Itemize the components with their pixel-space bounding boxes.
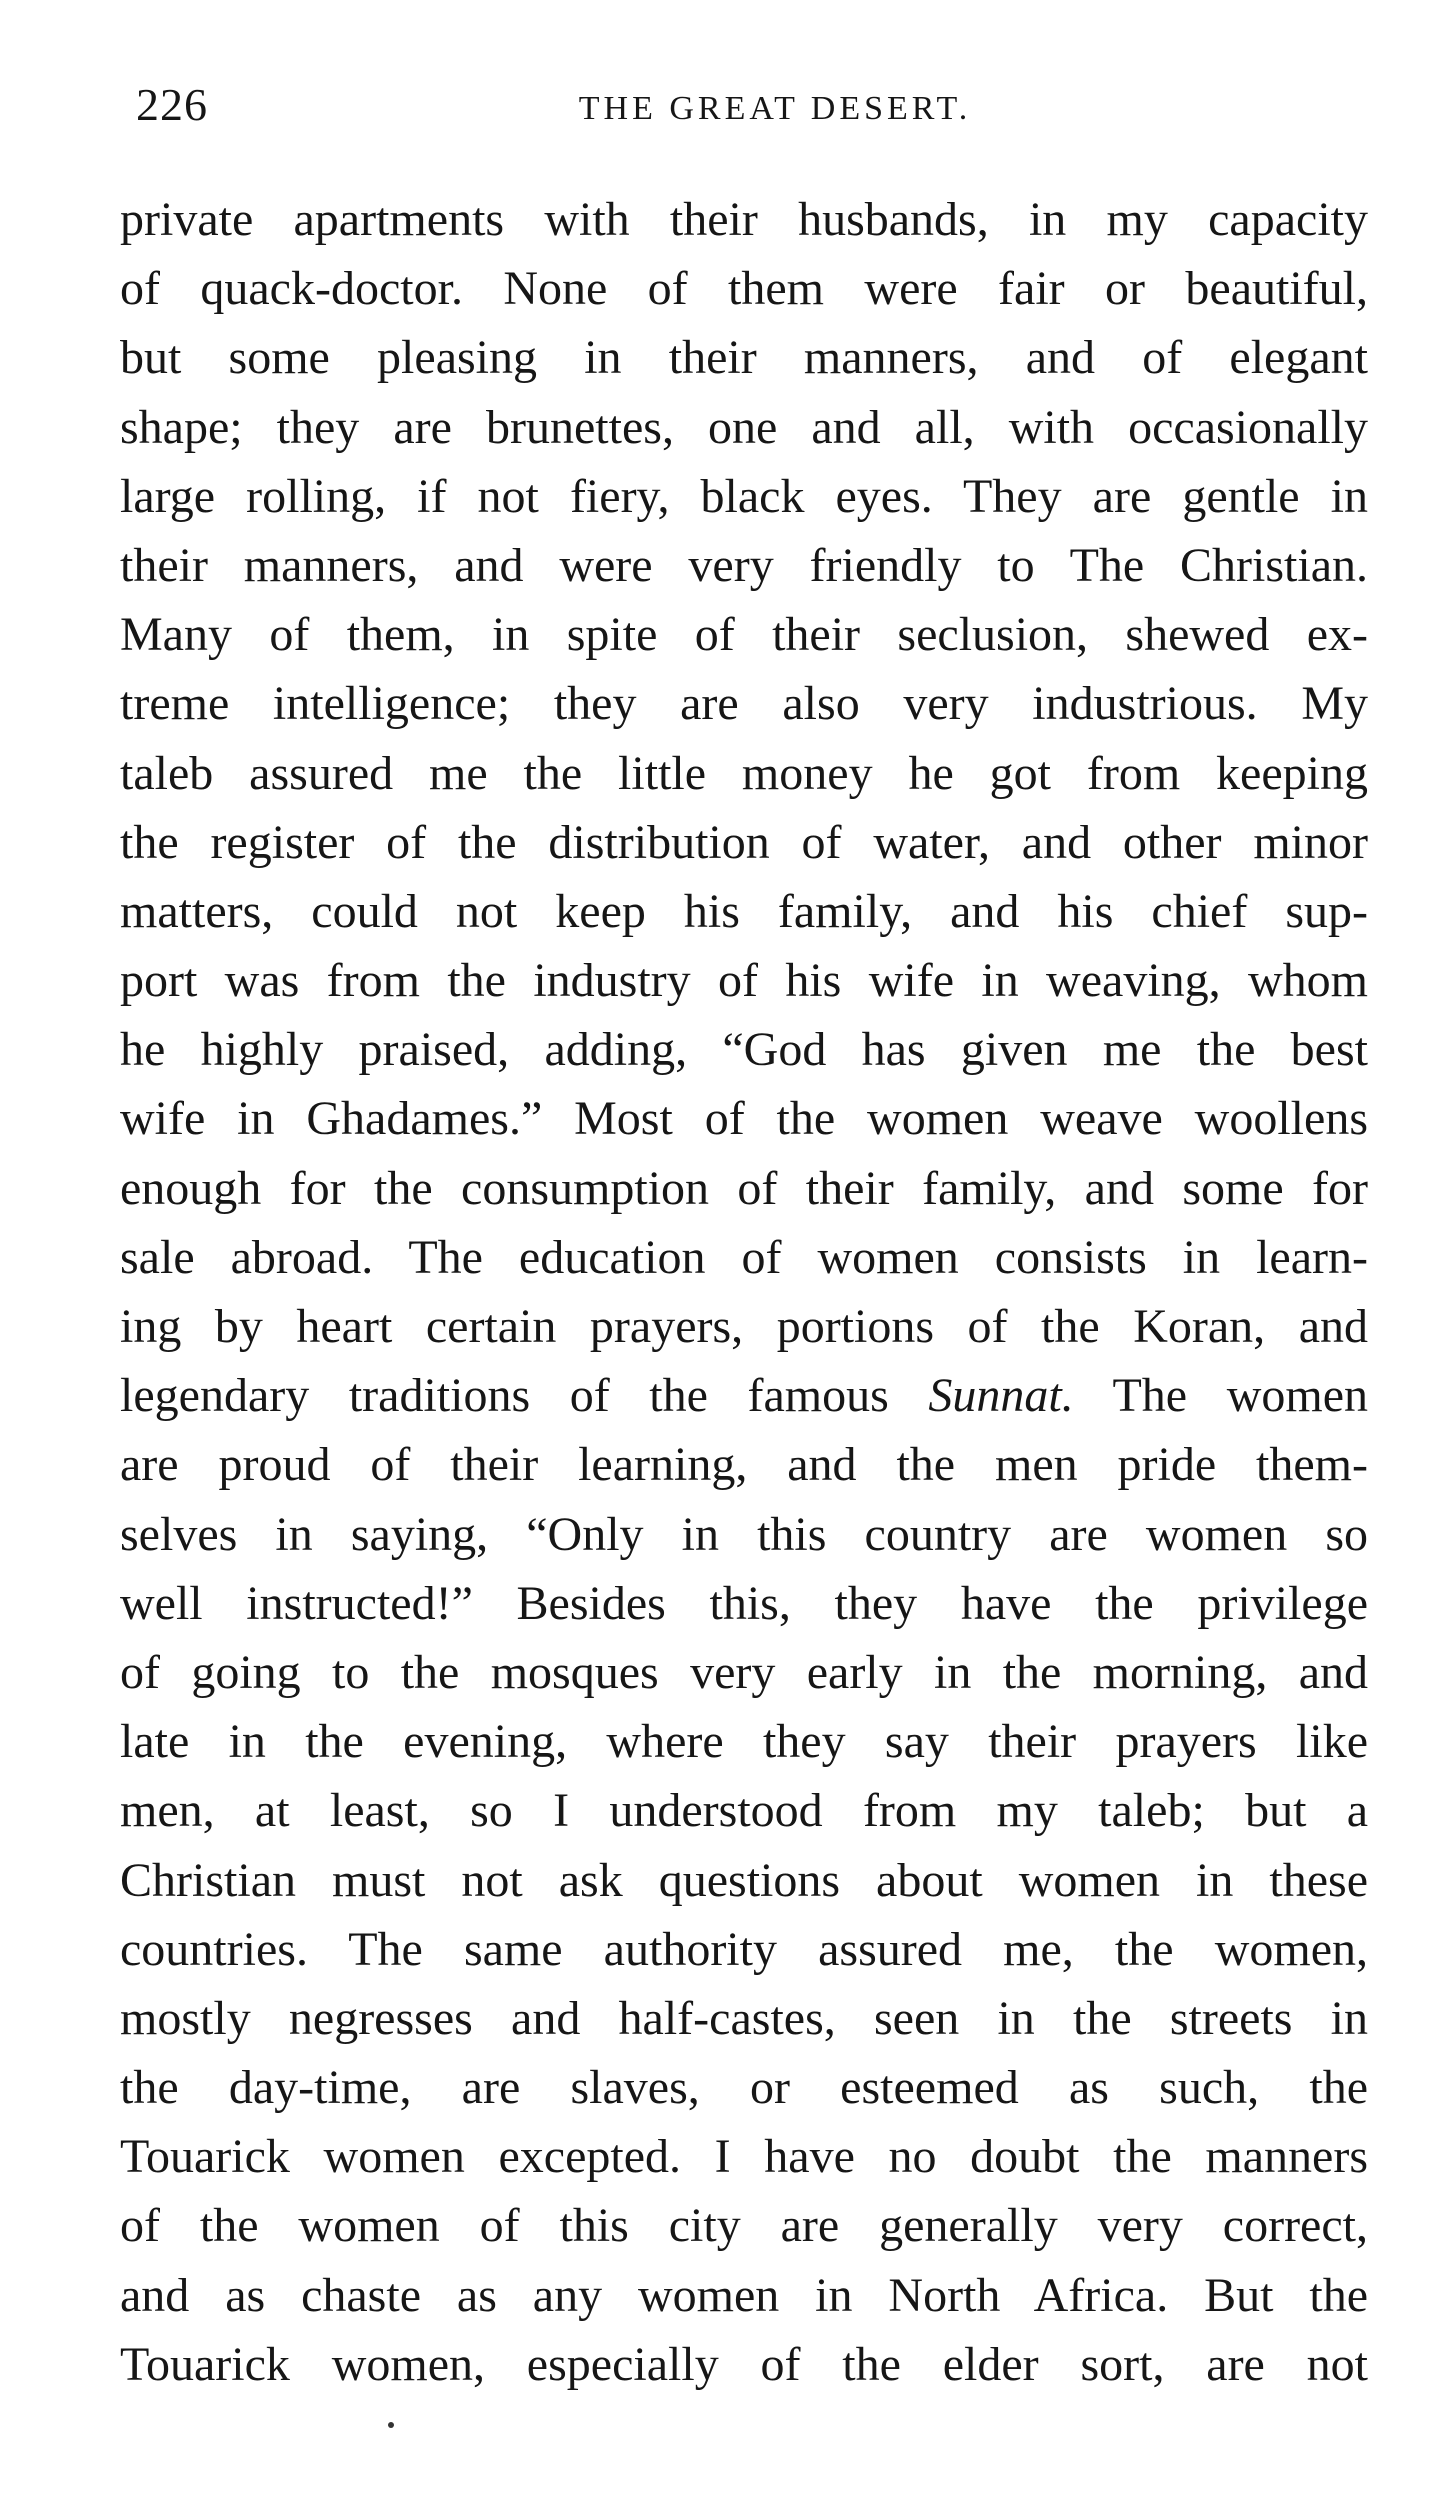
text-line: selves in saying, “Only in this country are women so: [120, 1507, 1368, 1561]
text-segment: legendary traditions of the famous: [120, 1369, 929, 1423]
text-line: but some pleasing in their manners, and of elegant: [120, 331, 1368, 385]
text-line: of going to the mosques very early in the morning, and: [120, 1645, 1368, 1699]
text-line: sale abroad. The education of women consists in learn-: [120, 1230, 1368, 1284]
text-line: large rolling, if not fiery, black eyes. They are gentle in: [120, 469, 1368, 523]
text-line-with-italic: [120, 1361, 1368, 1430]
text-line: he highly praised, adding, “God has given me the best: [120, 1023, 1368, 1077]
text-line: enough for the consumption of their family, and some for: [120, 1161, 1368, 1215]
ink-speck: [388, 2422, 394, 2428]
text-line: and as chaste as any women in North Africa. But the: [120, 2268, 1368, 2322]
text-line: Touarick women, especially of the elder sort, are not: [120, 2337, 1368, 2391]
text-line: Many of them, in spite of their seclusion, shewed ex-: [120, 608, 1368, 662]
text-line: countries. The same authority assured me, the women,: [120, 1922, 1368, 1976]
text-segment: The women: [1073, 1369, 1369, 1423]
text-line: matters, could not keep his family, and his chief sup-: [120, 884, 1368, 938]
page-number: 226: [136, 79, 208, 130]
text-line: the register of the distribution of water, and other minor: [120, 815, 1368, 869]
text-line: taleb assured me the little money he got from keeping: [120, 746, 1368, 800]
running-head: [120, 78, 1390, 138]
running-title: THE GREAT DESERT.: [578, 90, 972, 127]
text-line: treme intelligence; they are also very industrious. My: [120, 677, 1368, 731]
text-line: of quack-doctor. None of them were fair or beautiful,: [120, 262, 1368, 316]
text-line: port was from the industry of his wife in weaving, whom: [120, 954, 1368, 1008]
text-line: mostly negresses and half-castes, seen in the streets in: [120, 1991, 1368, 2045]
text-line: wife in Ghadames.” Most of the women weave woollens: [120, 1092, 1368, 1146]
text-line: Christian must not ask questions about women in these: [120, 1853, 1368, 1907]
text-line: late in the evening, where they say their prayers like: [120, 1715, 1368, 1769]
text-line: men, at least, so I understood from my taleb; but a: [120, 1784, 1368, 1838]
text-line: their manners, and were very friendly to The Christian.: [120, 538, 1368, 592]
text-line: Touarick women excepted. I have no doubt the manners: [120, 2130, 1368, 2184]
text-line: shape; they are brunettes, one and all, with occasionally: [120, 400, 1368, 454]
text-line: the day-time, are slaves, or esteemed as such, the: [120, 2061, 1368, 2115]
body-text: [120, 185, 1368, 2399]
text-line: ing by heart certain prayers, portions of the Koran, and: [120, 1300, 1368, 1353]
italic-term: Sunnat.: [928, 1369, 1074, 1423]
text-line: are proud of their learning, and the men pride them-: [120, 1438, 1368, 1492]
text-line: well instructed!” Besides this, they have the privilege: [120, 1576, 1368, 1630]
text-line: private apartments with their husbands, in my capacity: [120, 193, 1368, 246]
text-line: of the women of this city are generally very correct,: [120, 2199, 1368, 2253]
